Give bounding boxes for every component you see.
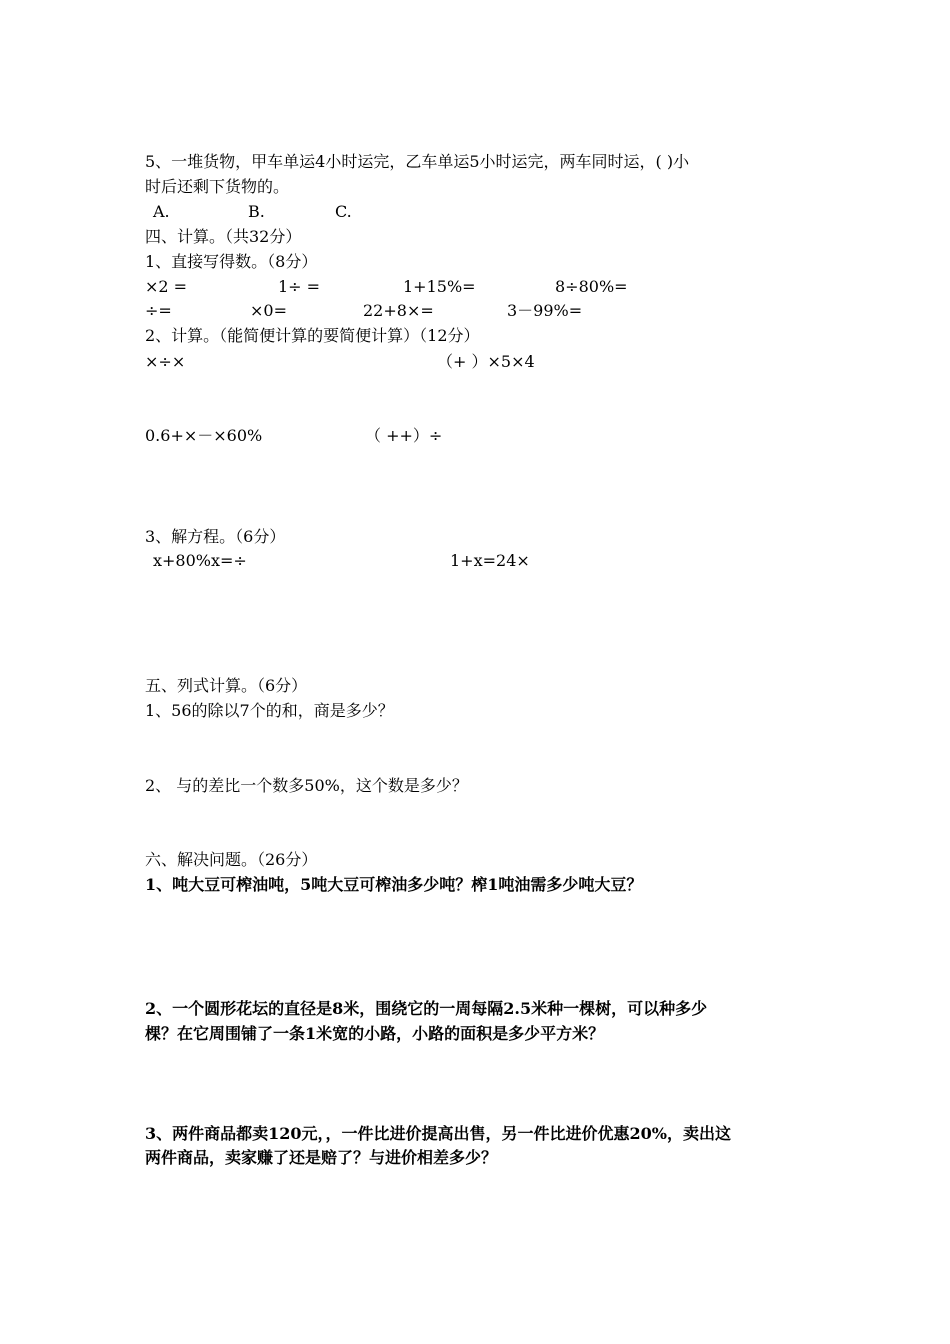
section-4-part1-heading: 1、直接写得数。（8分） bbox=[145, 252, 318, 271]
section-5-heading: 五、列式计算。（6分） bbox=[145, 676, 308, 695]
calculation-item: ×÷× bbox=[145, 352, 186, 371]
mental-math-item: 8÷80%= bbox=[555, 277, 628, 296]
calculation-item: （+ ）×5×4 bbox=[437, 352, 535, 371]
section-6-question2-line2: 棵？在它周围铺了一条1米宽的小路，小路的面积是多少平方米？ bbox=[145, 1024, 605, 1043]
section-6-question1: 1、吨大豆可榨油吨，5吨大豆可榨油多少吨？榨1吨油需多少吨大豆？ bbox=[145, 875, 643, 894]
section-6-heading: 六、解决问题。（26分） bbox=[145, 850, 318, 869]
mental-math-item: 3－99%= bbox=[507, 301, 583, 320]
option-a: A. bbox=[153, 202, 170, 221]
section-4-heading: 四、计算。（共32分） bbox=[145, 227, 302, 246]
equation-item: x+80%x=÷ bbox=[153, 551, 247, 570]
section-6-question2-line1: 2、一个圆形花坛的直径是8米，围绕它的一周每隔2.5米种一棵树，可以种多少 bbox=[145, 999, 708, 1018]
q5-line2: 时后还剩下货物的。 bbox=[145, 177, 290, 196]
mental-math-item: 1÷ = bbox=[278, 277, 321, 296]
q5-line1: 5、一堆货物，甲车单运4小时运完，乙车单运5小时运完，两车同时运，( )小 bbox=[145, 152, 690, 171]
section-5-question1: 1、56的除以7个的和，商是多少？ bbox=[145, 701, 394, 720]
section-6-question3-line1: 3、两件商品都卖120元，，一件比进价提高出售，另一件比进价优惠20%，卖出这 bbox=[145, 1124, 732, 1143]
calculation-item: （ ++）÷ bbox=[365, 426, 443, 445]
equation-item: 1+x=24× bbox=[450, 551, 530, 570]
section-4-part3-heading: 3、解方程。（6分） bbox=[145, 527, 286, 546]
option-c: C. bbox=[335, 202, 352, 221]
option-b: B. bbox=[248, 202, 265, 221]
mental-math-item: ÷= bbox=[145, 301, 172, 320]
calculation-item: 0.6+×－×60% bbox=[145, 426, 263, 445]
mental-math-item: ×0= bbox=[250, 301, 287, 320]
section-6-question3-line2: 两件商品，卖家赚了还是赔了？与进价相差多少？ bbox=[145, 1148, 498, 1167]
section-5-question2: 2、 与的差比一个数多50%，这个数是多少？ bbox=[145, 776, 468, 795]
mental-math-item: 1+15%= bbox=[403, 277, 476, 296]
mental-math-item: ×2 = bbox=[145, 277, 188, 296]
section-4-part2-heading: 2、计算。（能简便计算的要简便计算）（12分） bbox=[145, 326, 480, 345]
mental-math-item: 22+8×= bbox=[363, 301, 434, 320]
